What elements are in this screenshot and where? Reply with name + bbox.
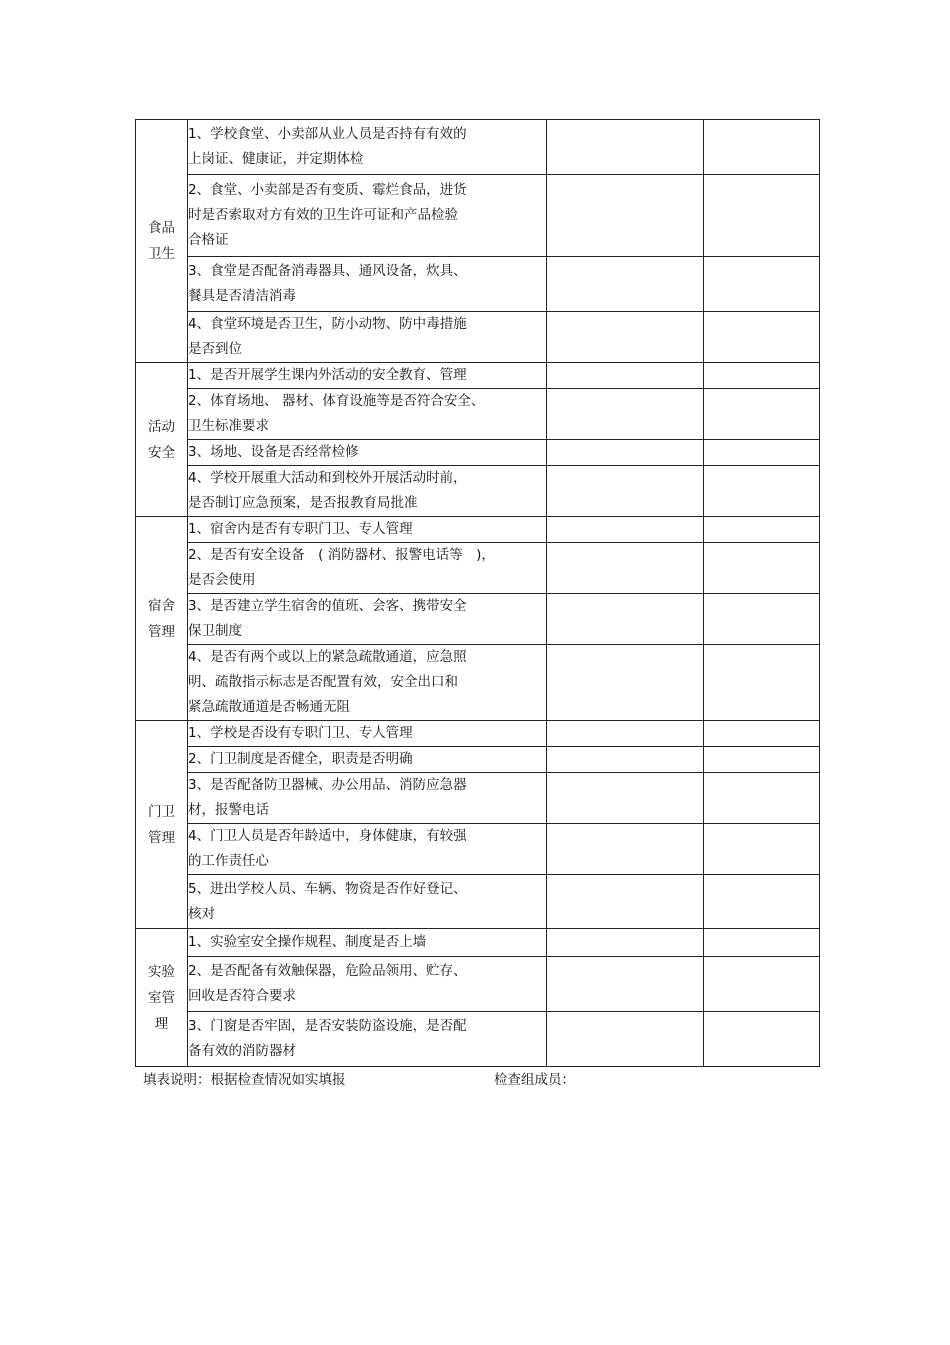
result-cell[interactable]	[547, 363, 704, 389]
result-cell[interactable]	[547, 747, 704, 773]
result-cell[interactable]	[547, 257, 704, 312]
result-cell[interactable]	[547, 957, 704, 1012]
check-item: 1、学校食堂、小卖部从业人员是否持有有效的 上岗证、健康证，并定期体检	[188, 120, 547, 175]
result-cell[interactable]	[547, 466, 704, 517]
table-row	[136, 175, 820, 257]
safety-checklist-table	[135, 119, 820, 1067]
check-item: 1、是否开展学生课内外活动的安全教育、管理	[188, 363, 547, 389]
category-label: 食品 卫生	[148, 220, 175, 262]
result-cell[interactable]	[547, 312, 704, 363]
category-cell	[136, 120, 188, 363]
check-item: 1、实验室安全操作规程、制度是否上墙	[188, 929, 547, 957]
table-row	[136, 721, 820, 747]
remark-cell[interactable]	[704, 312, 820, 363]
result-cell[interactable]	[547, 389, 704, 440]
remark-cell[interactable]	[704, 363, 820, 389]
remark-cell[interactable]	[704, 466, 820, 517]
remark-cell[interactable]	[704, 875, 820, 929]
table-row	[136, 312, 820, 363]
remark-cell[interactable]	[704, 389, 820, 440]
table-row	[136, 747, 820, 773]
category-cell	[136, 517, 188, 721]
result-cell[interactable]	[547, 440, 704, 466]
result-cell[interactable]	[547, 645, 704, 721]
result-cell[interactable]	[547, 175, 704, 257]
check-item: 3、食堂是否配备消毒器具、通风设备，炊具、 餐具是否清洁消毒	[188, 257, 547, 312]
remark-cell[interactable]	[704, 120, 820, 175]
table-row	[136, 466, 820, 517]
check-item: 2、门卫制度是否健全，职责是否明确	[188, 747, 547, 773]
remark-cell[interactable]	[704, 929, 820, 957]
category-label: 活动 安全	[148, 418, 175, 461]
fill-instructions: 填表说明：根据检查情况如实填报	[143, 1072, 346, 1088]
result-cell[interactable]	[547, 543, 704, 594]
remark-cell[interactable]	[704, 440, 820, 466]
table-row	[136, 957, 820, 1012]
table-row	[136, 389, 820, 440]
result-cell[interactable]	[547, 1012, 704, 1067]
remark-cell[interactable]	[704, 175, 820, 257]
remark-cell[interactable]	[704, 594, 820, 645]
result-cell[interactable]	[547, 773, 704, 824]
check-item: 4、是否有两个或以上的紧急疏散通道，应急照 明、疏散指示标志是否配置有效，安全出口和 紧急疏散通道是否畅通无阻	[188, 645, 547, 721]
category-label: 宿舍 管理	[148, 597, 175, 640]
remark-cell[interactable]	[704, 257, 820, 312]
table-row	[136, 929, 820, 957]
result-cell[interactable]	[547, 120, 704, 175]
check-item: 2、食堂、小卖部是否有变质、霉烂食品，进货 时是否索取对方有效的卫生许可证和产品检验 合格证	[188, 175, 547, 257]
table-row	[136, 257, 820, 312]
check-item: 1、学校是否设有专职门卫、专人管理	[188, 721, 547, 747]
table-row	[136, 875, 820, 929]
table-row	[136, 363, 820, 389]
check-item: 2、是否配备有效触保器，危险品领用、贮存、 回收是否符合要求	[188, 957, 547, 1012]
table-row	[136, 440, 820, 466]
check-item: 2、是否有安全设备 ( 消防器材、报警电话等 )， 是否会使用	[188, 543, 547, 594]
check-item: 4、食堂环境是否卫生，防小动物、防中毒措施 是否到位	[188, 312, 547, 363]
remark-cell[interactable]	[704, 957, 820, 1012]
remark-cell[interactable]	[704, 773, 820, 824]
result-cell[interactable]	[547, 929, 704, 957]
table-row	[136, 1012, 820, 1067]
remark-cell[interactable]	[704, 747, 820, 773]
table-body	[136, 120, 820, 1067]
remark-cell[interactable]	[704, 645, 820, 721]
category-cell	[136, 721, 188, 929]
table-row	[136, 120, 820, 175]
result-cell[interactable]	[547, 594, 704, 645]
check-item: 3、门窗是否牢固，是否安装防盗设施，是否配 备有效的消防器材	[188, 1012, 547, 1067]
remark-cell[interactable]	[704, 517, 820, 543]
check-item: 3、是否配备防卫器械、办公用品、消防应急器 材，报警电话	[188, 773, 547, 824]
remark-cell[interactable]	[704, 543, 820, 594]
category-cell	[136, 929, 188, 1067]
check-item: 2、体育场地、 器材、体育设施等是否符合安全、 卫生标准要求	[188, 389, 547, 440]
check-item: 3、场地、设备是否经常检修	[188, 440, 547, 466]
result-cell[interactable]	[547, 517, 704, 543]
category-label: 实验 室管 理	[148, 963, 175, 1032]
check-item: 5、进出学校人员、车辆、物资是否作好登记、 核对	[188, 875, 547, 929]
check-item: 3、是否建立学生宿舍的值班、会客、携带安全 保卫制度	[188, 594, 547, 645]
check-item: 4、学校开展重大活动和到校外开展活动时前， 是否制订应急预案，是否报教育局批准	[188, 466, 547, 517]
category-label: 门卫 管理	[148, 803, 175, 846]
remark-cell[interactable]	[704, 1012, 820, 1067]
result-cell[interactable]	[547, 721, 704, 747]
table-row	[136, 543, 820, 594]
table-row	[136, 517, 820, 543]
table-row	[136, 645, 820, 721]
result-cell[interactable]	[547, 824, 704, 875]
check-item: 1、宿舍内是否有专职门卫、专人管理	[188, 517, 547, 543]
remark-cell[interactable]	[704, 824, 820, 875]
result-cell[interactable]	[547, 875, 704, 929]
remark-cell[interactable]	[704, 721, 820, 747]
category-cell	[136, 363, 188, 517]
table-row	[136, 824, 820, 875]
check-item: 4、门卫人员是否年龄适中，身体健康，有较强 的工作责任心	[188, 824, 547, 875]
inspection-members-label: 检查组成员：	[494, 1072, 575, 1088]
table-row	[136, 773, 820, 824]
table-row	[136, 594, 820, 645]
